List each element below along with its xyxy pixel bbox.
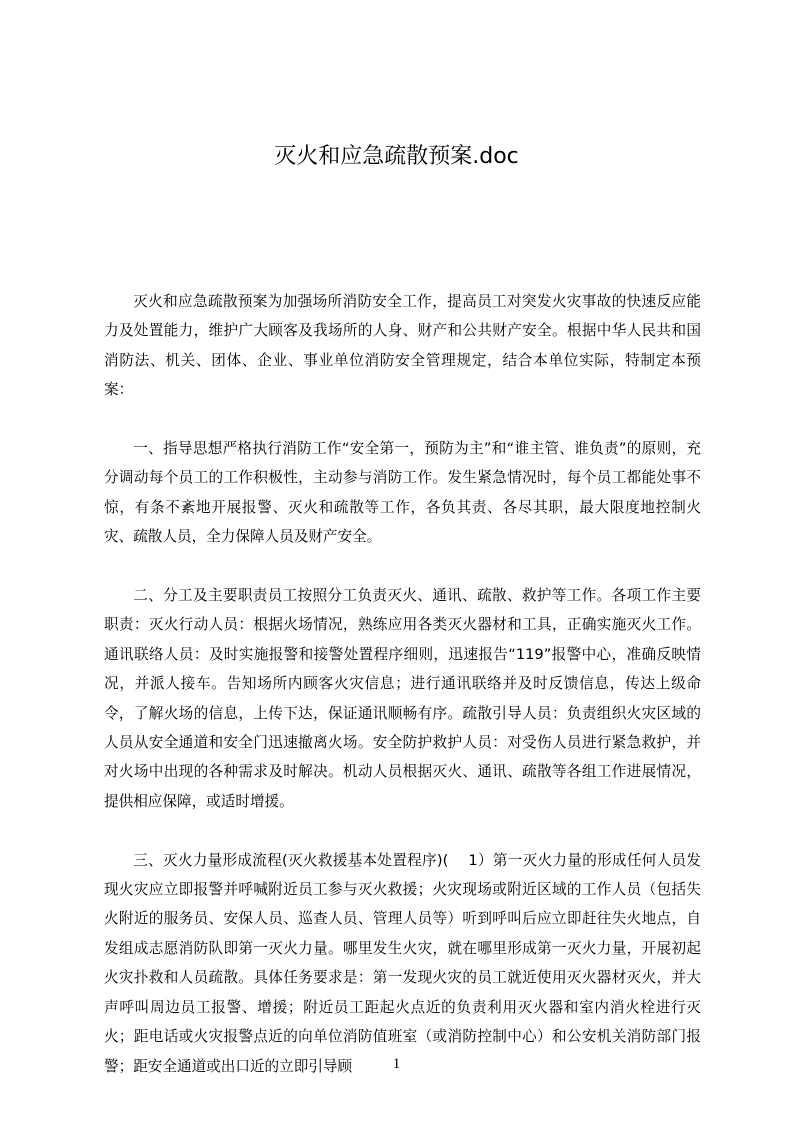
paragraph-guiding-principle: 一、指导思想严格执行消防工作“安全第一，预防为主”和“谁主管、谁负责”的原则，充分调动每个员工的工作积极性，主动参与消防工作。发生紧急情况时，每个员工都能处事不惊，有条不紊地开展报警、灭火和疏散等工作，各负其责、各尽其职，最大限度地控制火灾、疏散人员，全力保障人员及财产安全。 (104, 440, 701, 546)
document-body (104, 287, 701, 1081)
paragraph-duties: 二、分工及主要职责员工按照分工负责灭火、通讯、疏散、救护等工作。各项工作主要职责：灭火行动人员：根据火场情况，熟练应用各类灭火器材和工具，正确实施灭火工作。通讯联络人员：及时实施报警和接警处置程序细则，迅速报告“119”报警中心，准确反映情况，并派人接车。告知场所内顾客火灾信息；进行通讯联络并及时反馈信息，传达上级命令，了解火场的信息，上传下达，保证通讯顺畅有序。疏散引导人员：负责组织火灾区域的人员从安全通道和安全门迅速撤离火场。安全防护救护人员：对受伤人员进行紧急救护，并对火场中出现的各种需求及时解决。机动人员根据灭火、通讯、疏散等各组工作进展情况，提供相应保障，或适时增援。 (104, 587, 701, 810)
document-title: 灭火和应急疏散预案.doc (274, 144, 519, 169)
paragraph-intro: 灭火和应急疏散预案为加强场所消防安全工作，提高员工对突发火灾事故的快速反应能力及处置能力，维护广大顾客及我场所的人身、财产和公共财产安全。根据中华人民共和国消防法、机关、团体、企业、事业单位消防安全管理规定，结合本单位实际，特制定本预案： (104, 293, 701, 399)
paragraph-firefighting-process: 三、灭火力量形成流程(灭火救援基本处置程序)( 1）第一灭火力量的形成任何人员发现火灾应立即报警并呼喊附近员工参与灭火救援；火灾现场或附近区域的工作人员（包括失火附近的服务员、安保人员、巡查人员、管理人员等）听到呼叫后应立即赶往失火地点，自发组成志愿消防队即第一灭火力量。哪里发生火灾，就在哪里形成第一灭火力量，开展初起火灾扑救和人员疏散。具体任务要求是：第一发现火灾的员工就近使用灭火器材灭火，并大声呼叫周边员工报警、增援；附近员工距起火点近的负责利用灭火器和室内消火栓进行灭火；距电话或火灾报警点近的向单位消防值班室（或消防控制中心）和公安机关消防部门报警；距安全通道或出口近的立即引导顾 (104, 851, 701, 1075)
page-number: 1 (392, 1056, 401, 1072)
